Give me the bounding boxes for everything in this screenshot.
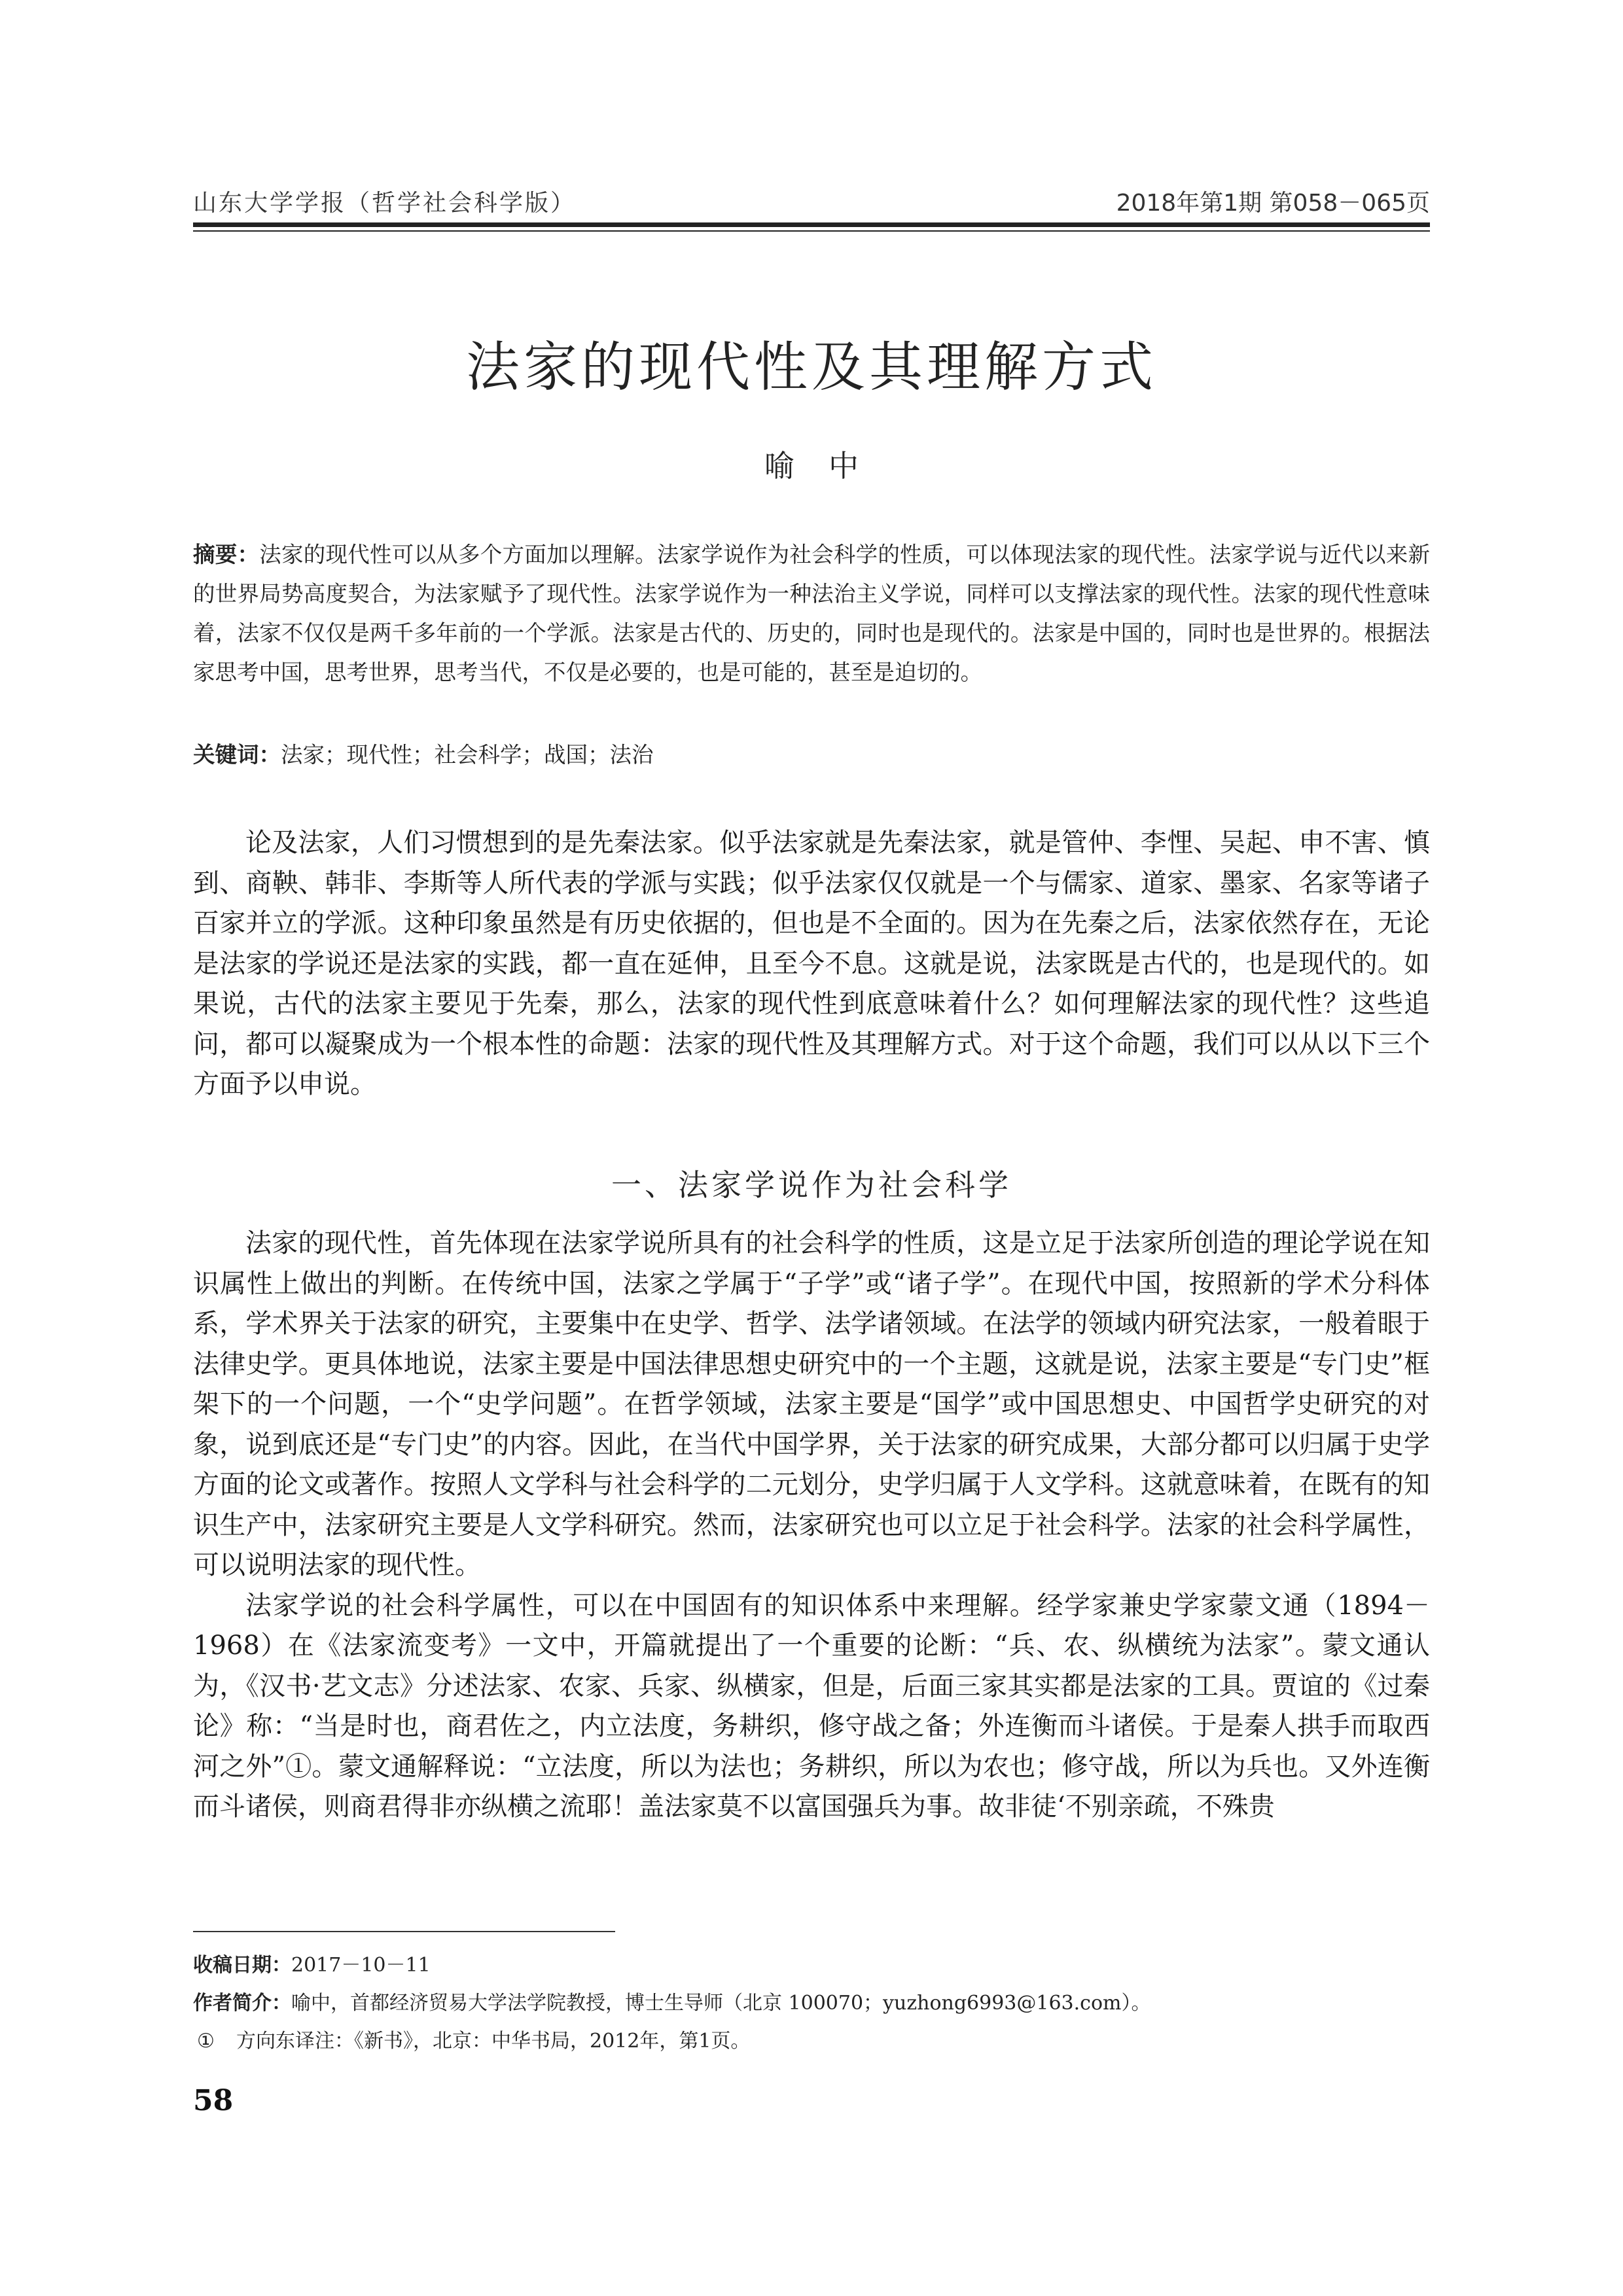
abstract-label: 摘要： [193,542,260,567]
footnote-marker: ① [197,2030,215,2053]
footnote-text: 方向东译注：《新书》，北京：中华书局，2012年，第1页。 [236,2030,751,2053]
journal-name: 山东大学学报（哲学社会科学版） [193,190,577,217]
section-heading: 一、法家学说作为社会科学 [611,1167,1012,1203]
keywords [193,735,1430,775]
author-bio [193,1985,1430,2022]
header-rule-thick [193,222,1430,227]
received-label: 收稿日期： [193,1954,291,1977]
page-number: 58 [193,2084,234,2117]
keywords-label: 关键词： [193,742,281,768]
abstract-text: 法家的现代性可以从多个方面加以理解。法家学说作为社会科学的性质，可以体现法家的现代性。法家学说与近代以来新的世界局势高度契合，为法家赋予了现代性。法家学说作为一种法治主义学说，同样可以支撑法家的现代性。法家的现代性意味着，法家不仅仅是两千多年前的一个学派。法家是古代的、历史的，同时也是现代的。法家是中国的，同时也是世界的。根据法家思考中国，思考世界，思考当代，不仅是必要的，也是可能的，甚至是迫切的。 [193,542,1430,685]
issue-info: 2018年第1期 第058－065页 [1116,190,1430,217]
section-paragraph-1: 法家的现代性，首先体现在法家学说所具有的社会科学的性质，这是立足于法家所创造的理论学说在知识属性上做出的判断。在传统中国，法家之学属于“子学”或“诸子学”。在现代中国，按照新的学术分科体系，学术界关于法家的研究，主要集中在史学、哲学、法学诸领域。在法学的领域内研究法家，一般着眼于法律史学。更具体地说，法家主要是中国法律思想史研究中的一个主题，这就是说，法家主要是“专门史”框架下的一个问题，一个“史学问题”。在哲学领域，法家主要是“国学”或中国思想史、中国哲学史研究的对象，说到底还是“专门史”的内容。因此，在当代中国学界，关于法家的研究成果，大部分都可以归属于史学方面的论文或著作。按照人文学科与社会科学的二元划分，史学归属于人文学科。这就意味着，在既有的知识生产中，法家研究主要是人文学科研究。然而，法家研究也可以立足于社会科学。法家的社会科学属性，可以说明法家的现代性。 [193,1228,1430,1580]
author-bio-text: 喻中，首都经济贸易大学法学院教授，博士生导师（北京 100070；yuzhong6993@163.com）。 [291,1992,1151,2015]
received-value: 2017－10－11 [291,1954,431,1977]
footnotes [193,1947,1430,2060]
abstract [193,535,1430,692]
section-paragraph-2: 法家学说的社会科学属性，可以在中国固有的知识体系中来理解。经学家兼史学家蒙文通（1894－1968）在《法家流变考》一文中，开篇就提出了一个重要的论断：“兵、农、纵横统为法家”。蒙文通认为，《汉书·艺文志》分述法家、农家、兵家、纵横家，但是，后面三家其实都是法家的工具。贾谊的《过秦论》称：“当是时也，商君佐之，内立法度，务耕织，修守战之备；外连衡而斗诸侯。于是秦人拱手而取西河之外”①。蒙文通解释说：“立法度，所以为法也；务耕织，所以为农也；修守战，所以为兵也。又外连衡而斗诸侯，则商君得非亦纵横之流耶！盖法家莫不以富国强兵为事。故非徒‘不别亲疏，不殊贵 [193,1590,1430,1822]
keywords-text: 法家；现代性；社会科学；战国；法治 [281,742,654,768]
article-author: 喻中 [764,448,893,484]
running-header [193,185,1430,217]
intro-paragraph: 论及法家，人们习惯想到的是先秦法家。似乎法家就是先秦法家，就是管仲、李悝、吴起、申不害、慎到、商鞅、韩非、李斯等人所代表的学派与实践；似乎法家仅仅就是一个与儒家、道家、墨家、名家等诸子百家并立的学派。这种印象虽然是有历史依据的，但也是不全面的。因为在先秦之后，法家依然存在，无论是法家的学说还是法家的实践，都一直在延伸，且至今不息。这就是说，法家既是古代的，也是现代的。如果说，古代的法家主要见于先秦，那么，法家的现代性到底意味着什么？如何理解法家的现代性？这些追问，都可以凝聚成为一个根本性的命题：法家的现代性及其理解方式。对于这个命题，我们可以从以下三个方面予以申说。 [193,828,1430,1099]
introduction [193,823,1430,1105]
footnote-rule [193,1931,615,1932]
article-title: 法家的现代性及其理解方式 [465,336,1157,398]
footnote-1 [193,2022,1430,2060]
header-rule-thin [193,230,1430,232]
section-body [193,1224,1430,1828]
received-date [193,1947,1430,1985]
author-bio-label: 作者简介： [193,1992,291,2015]
